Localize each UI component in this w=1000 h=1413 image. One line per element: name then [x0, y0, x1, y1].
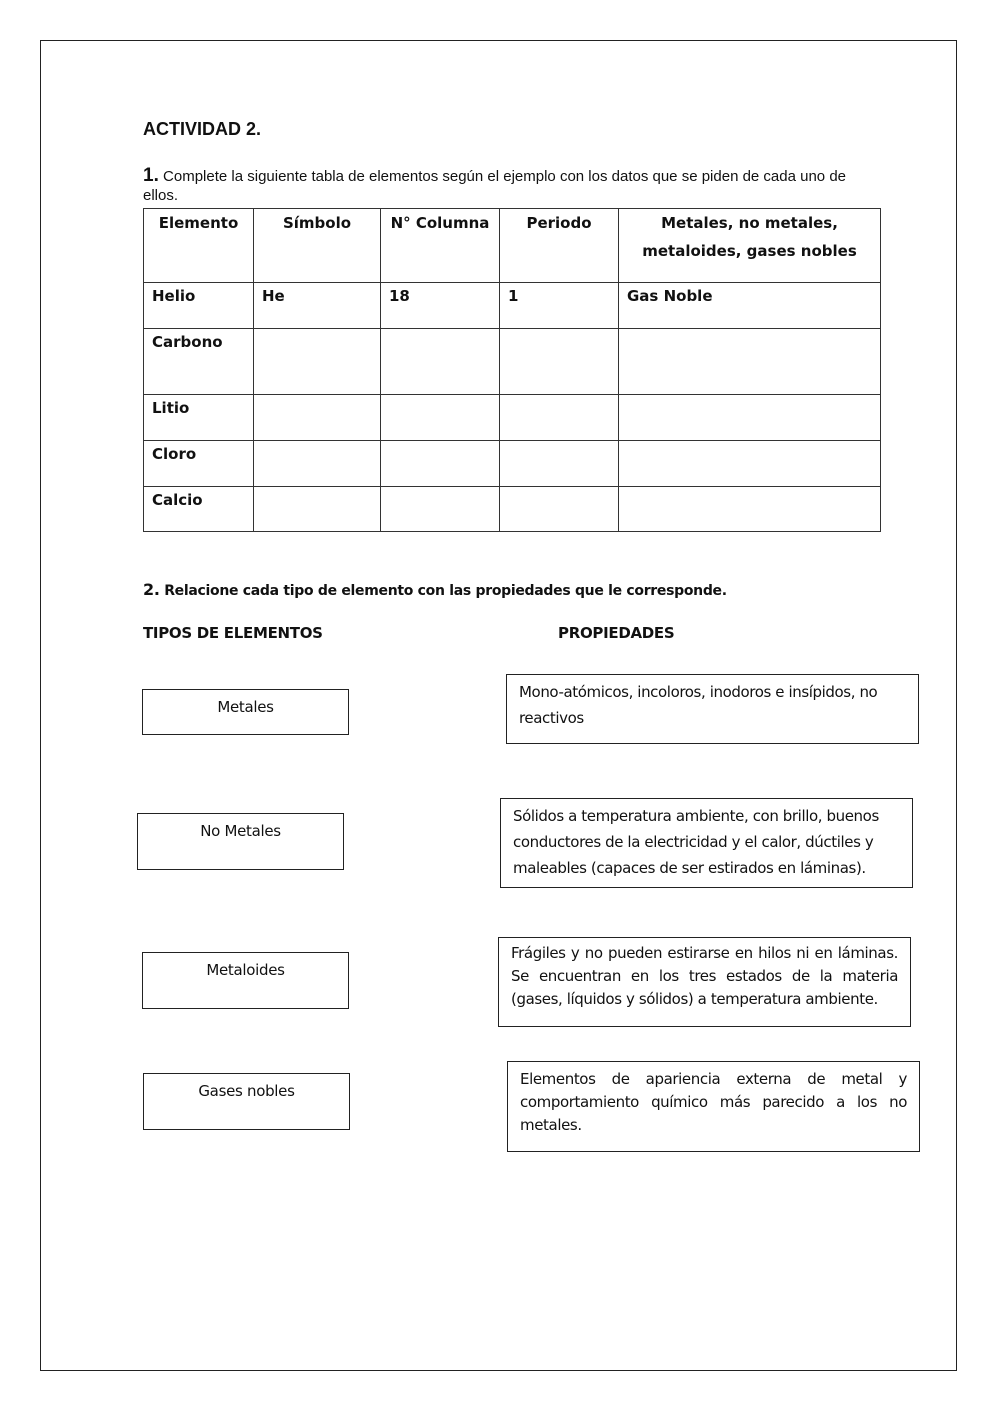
types-heading: TIPOS DE ELEMENTOS: [143, 624, 323, 642]
question-1-text: Complete la siguiente tabla de elementos según el ejemplo con los datos que se piden de cada uno de ellos.: [143, 168, 846, 204]
cell-element: Cloro: [144, 441, 254, 487]
cell-period[interactable]: [500, 329, 619, 395]
property-box-1[interactable]: Mono-atómicos, incoloros, inodoros e insípidos, no reactivos: [506, 674, 919, 744]
cell-period[interactable]: 1: [500, 283, 619, 329]
cell-type[interactable]: [619, 441, 881, 487]
property-box-3[interactable]: Frágiles y no pueden estirarse en hilos ni en láminas. Se encuentran en los tres estados de la materia (gases, líquidos y sólidos) a temperatura ambiente.: [498, 937, 911, 1027]
question-2-text: Relacione cada tipo de elemento con las propiedades que le corresponde.: [164, 583, 727, 599]
cell-element: Calcio: [144, 487, 254, 532]
property-box-4[interactable]: Elementos de apariencia externa de metal y comportamiento químico más parecido a los no metales.: [507, 1061, 920, 1152]
cell-column[interactable]: [381, 329, 500, 395]
cell-column[interactable]: 18: [381, 283, 500, 329]
cell-symbol[interactable]: He: [254, 283, 381, 329]
table-row: [144, 329, 881, 395]
cell-column[interactable]: [381, 395, 500, 441]
cell-period[interactable]: [500, 487, 619, 532]
cell-symbol[interactable]: [254, 487, 381, 532]
question-1-instructions: [143, 166, 863, 205]
cell-type[interactable]: Gas Noble: [619, 283, 881, 329]
cell-symbol[interactable]: [254, 441, 381, 487]
activity-title: ACTIVIDAD 2.: [143, 119, 262, 139]
cell-period[interactable]: [500, 395, 619, 441]
question-2-number: 2.: [143, 580, 160, 599]
cell-element: Helio: [144, 283, 254, 329]
property-box-2[interactable]: Sólidos a temperatura ambiente, con brillo, buenos conductores de la electricidad y el calor, dúctiles y maleables (capaces de ser estirados en láminas).: [500, 798, 913, 888]
header-elemento: Elemento: [144, 209, 254, 283]
type-box-metaloides[interactable]: Metaloides: [142, 952, 349, 1009]
table-row: [144, 283, 881, 329]
cell-type[interactable]: [619, 395, 881, 441]
cell-type[interactable]: [619, 487, 881, 532]
cell-column[interactable]: [381, 441, 500, 487]
cell-type[interactable]: [619, 329, 881, 395]
cell-element: Carbono: [144, 329, 254, 395]
type-box-gases-nobles[interactable]: Gases nobles: [143, 1073, 350, 1130]
type-box-metales[interactable]: Metales: [142, 689, 349, 735]
cell-column[interactable]: [381, 487, 500, 532]
properties-heading: PROPIEDADES: [558, 624, 675, 642]
header-periodo: Periodo: [500, 209, 619, 283]
question-2-instructions: [143, 580, 727, 599]
table-row: [144, 441, 881, 487]
cell-element: Litio: [144, 395, 254, 441]
cell-symbol[interactable]: [254, 329, 381, 395]
cell-period[interactable]: [500, 441, 619, 487]
header-simbolo: Símbolo: [254, 209, 381, 283]
header-clasificacion: Metales, no metales, metaloides, gases nobles: [619, 209, 881, 283]
table-row: [144, 487, 881, 532]
type-box-no-metales[interactable]: No Metales: [137, 813, 344, 870]
elements-table: [143, 208, 881, 532]
cell-symbol[interactable]: [254, 395, 381, 441]
table-header-row: [144, 209, 881, 283]
header-columna: N° Columna: [381, 209, 500, 283]
question-1-number: 1.: [143, 165, 159, 186]
table-row: [144, 395, 881, 441]
